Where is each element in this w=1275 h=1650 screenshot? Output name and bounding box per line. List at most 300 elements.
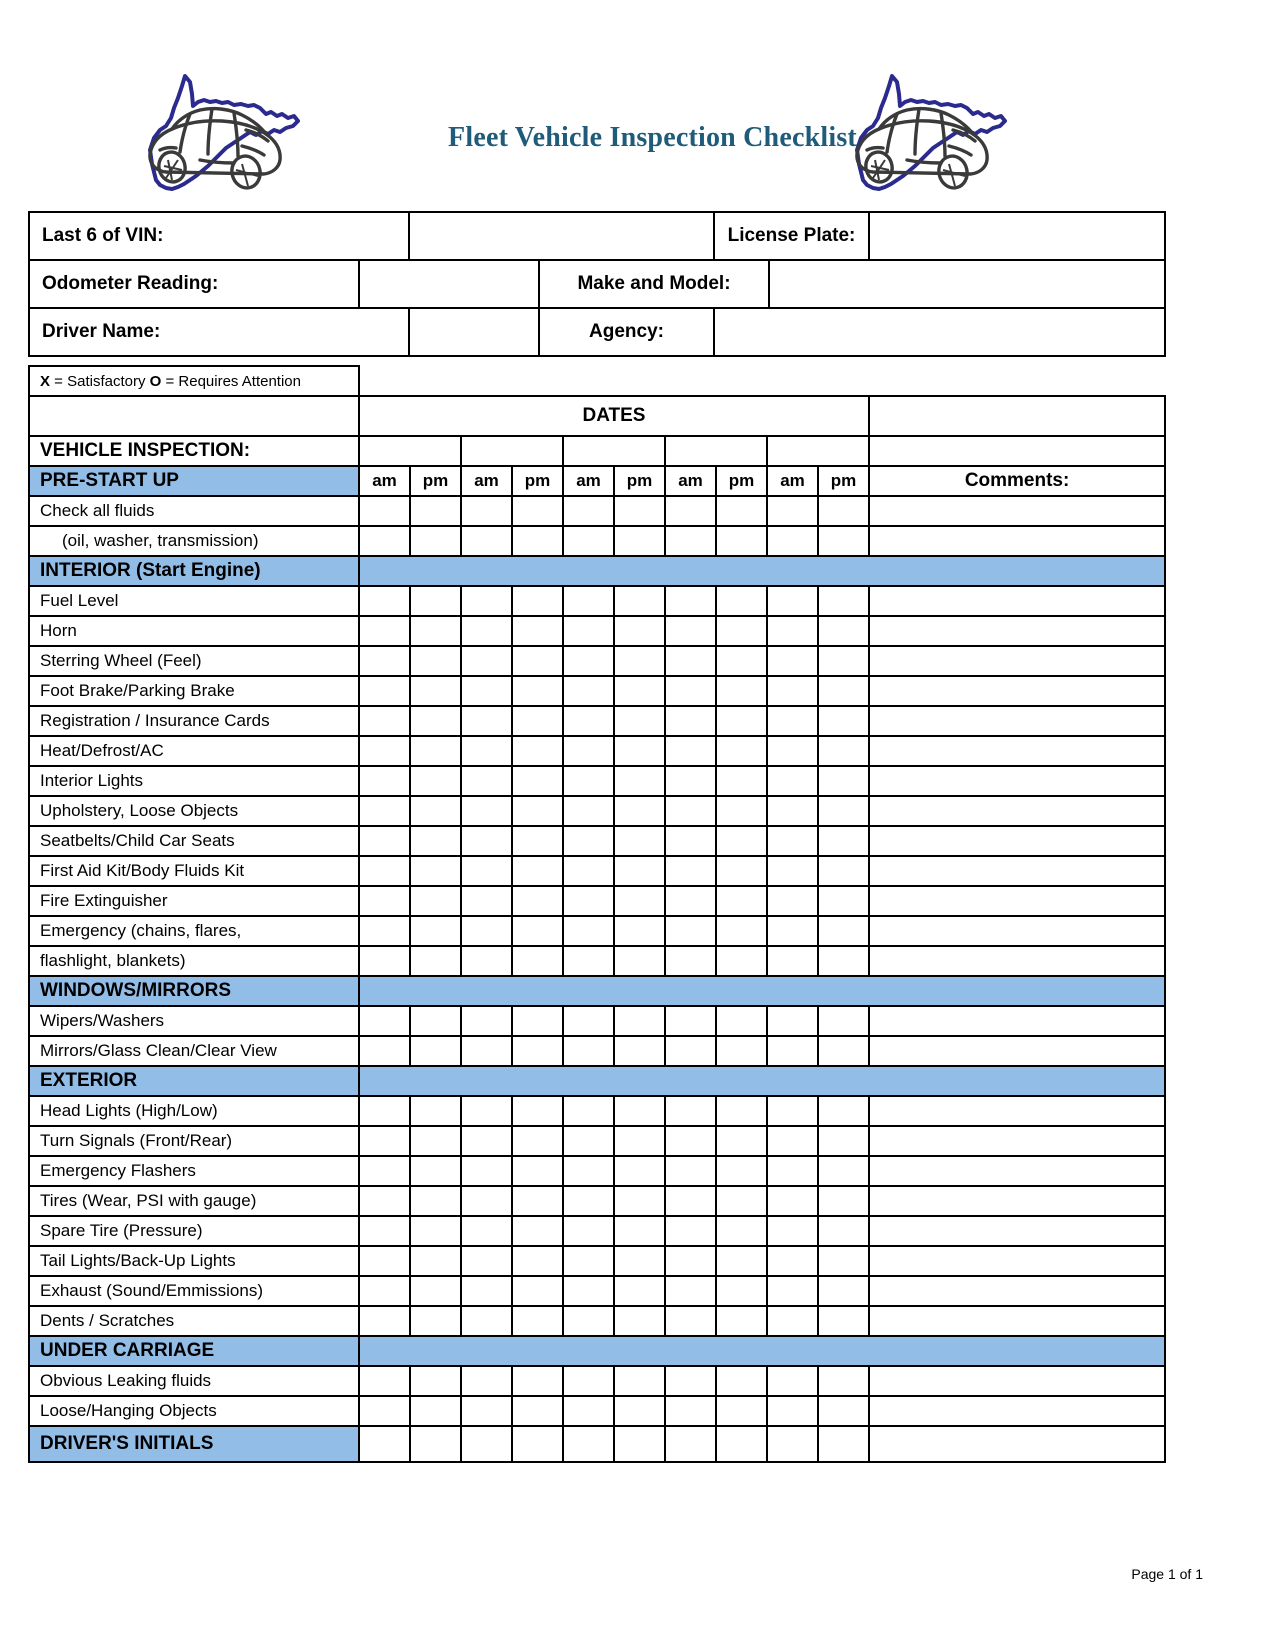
checkbox-cell[interactable] <box>359 886 410 916</box>
checkbox-cell[interactable] <box>461 646 512 676</box>
checkbox-cell[interactable] <box>563 886 614 916</box>
checkbox-cell[interactable] <box>461 706 512 736</box>
checkbox-cell[interactable] <box>665 856 716 886</box>
checkbox-cell[interactable] <box>563 496 614 526</box>
checkbox-cell[interactable] <box>410 1126 461 1156</box>
checkbox-cell[interactable] <box>359 1126 410 1156</box>
checkbox-cell[interactable] <box>512 1156 563 1186</box>
checkbox-cell[interactable] <box>512 1396 563 1426</box>
checkbox-cell[interactable] <box>359 856 410 886</box>
checkbox-cell[interactable] <box>563 946 614 976</box>
checkbox-cell[interactable] <box>614 1216 665 1246</box>
checkbox-cell[interactable] <box>818 676 869 706</box>
checkbox-cell[interactable] <box>716 586 767 616</box>
checkbox-cell[interactable] <box>512 916 563 946</box>
comments-cell[interactable] <box>869 1276 1165 1306</box>
checkbox-cell[interactable] <box>512 646 563 676</box>
checkbox-cell[interactable] <box>767 1276 818 1306</box>
checkbox-cell[interactable] <box>359 586 410 616</box>
comments-cell[interactable] <box>869 1306 1165 1336</box>
checkbox-cell[interactable] <box>818 496 869 526</box>
checkbox-cell[interactable] <box>614 706 665 736</box>
checkbox-cell[interactable] <box>410 856 461 886</box>
checkbox-cell[interactable] <box>563 1276 614 1306</box>
input-agency[interactable] <box>714 308 1165 356</box>
checkbox-cell[interactable] <box>716 1156 767 1186</box>
checkbox-cell[interactable] <box>614 1276 665 1306</box>
checkbox-cell[interactable] <box>818 946 869 976</box>
comments-cell[interactable] <box>869 706 1165 736</box>
checkbox-cell[interactable] <box>359 1366 410 1396</box>
checkbox-cell[interactable] <box>767 1306 818 1336</box>
checkbox-cell[interactable] <box>359 766 410 796</box>
comments-cell[interactable] <box>869 1246 1165 1276</box>
checkbox-cell[interactable] <box>767 676 818 706</box>
checkbox-cell[interactable] <box>614 1036 665 1066</box>
checkbox-cell[interactable] <box>614 1306 665 1336</box>
comments-cell[interactable] <box>869 1366 1165 1396</box>
initials-cell[interactable] <box>461 1426 512 1462</box>
checkbox-cell[interactable] <box>716 1396 767 1426</box>
checkbox-cell[interactable] <box>614 1366 665 1396</box>
checkbox-cell[interactable] <box>563 1096 614 1126</box>
comments-cell[interactable] <box>869 646 1165 676</box>
checkbox-cell[interactable] <box>410 916 461 946</box>
checkbox-cell[interactable] <box>665 646 716 676</box>
checkbox-cell[interactable] <box>614 526 665 556</box>
comments-cell[interactable] <box>869 616 1165 646</box>
checkbox-cell[interactable] <box>818 586 869 616</box>
checkbox-cell[interactable] <box>818 856 869 886</box>
checkbox-cell[interactable] <box>563 586 614 616</box>
checkbox-cell[interactable] <box>410 1276 461 1306</box>
checkbox-cell[interactable] <box>512 1126 563 1156</box>
comments-cell[interactable] <box>869 1096 1165 1126</box>
checkbox-cell[interactable] <box>818 616 869 646</box>
checkbox-cell[interactable] <box>767 646 818 676</box>
checkbox-cell[interactable] <box>512 856 563 886</box>
checkbox-cell[interactable] <box>716 946 767 976</box>
checkbox-cell[interactable] <box>818 1186 869 1216</box>
checkbox-cell[interactable] <box>461 616 512 646</box>
comments-cell[interactable] <box>869 1396 1165 1426</box>
initials-cell[interactable] <box>512 1426 563 1462</box>
checkbox-cell[interactable] <box>614 736 665 766</box>
checkbox-cell[interactable] <box>461 1036 512 1066</box>
checkbox-cell[interactable] <box>512 736 563 766</box>
checkbox-cell[interactable] <box>767 1126 818 1156</box>
checkbox-cell[interactable] <box>512 1006 563 1036</box>
comments-cell[interactable] <box>869 1126 1165 1156</box>
checkbox-cell[interactable] <box>359 526 410 556</box>
checkbox-cell[interactable] <box>614 1156 665 1186</box>
initials-comments-cell[interactable] <box>869 1426 1165 1462</box>
checkbox-cell[interactable] <box>716 736 767 766</box>
initials-cell[interactable] <box>767 1426 818 1462</box>
initials-cell[interactable] <box>563 1426 614 1462</box>
checkbox-cell[interactable] <box>818 1216 869 1246</box>
checkbox-cell[interactable] <box>614 886 665 916</box>
checkbox-cell[interactable] <box>716 886 767 916</box>
checkbox-cell[interactable] <box>716 1186 767 1216</box>
checkbox-cell[interactable] <box>767 736 818 766</box>
checkbox-cell[interactable] <box>359 1246 410 1276</box>
checkbox-cell[interactable] <box>359 1276 410 1306</box>
checkbox-cell[interactable] <box>665 1276 716 1306</box>
checkbox-cell[interactable] <box>614 1396 665 1426</box>
checkbox-cell[interactable] <box>665 616 716 646</box>
checkbox-cell[interactable] <box>410 526 461 556</box>
checkbox-cell[interactable] <box>359 736 410 766</box>
initials-cell[interactable] <box>818 1426 869 1462</box>
checkbox-cell[interactable] <box>461 736 512 766</box>
checkbox-cell[interactable] <box>359 1396 410 1426</box>
checkbox-cell[interactable] <box>665 796 716 826</box>
checkbox-cell[interactable] <box>410 1306 461 1336</box>
checkbox-cell[interactable] <box>716 496 767 526</box>
checkbox-cell[interactable] <box>461 1006 512 1036</box>
checkbox-cell[interactable] <box>767 526 818 556</box>
checkbox-cell[interactable] <box>512 1096 563 1126</box>
checkbox-cell[interactable] <box>410 1396 461 1426</box>
checkbox-cell[interactable] <box>716 706 767 736</box>
comments-cell[interactable] <box>869 1006 1165 1036</box>
checkbox-cell[interactable] <box>410 646 461 676</box>
date-input-cell[interactable] <box>767 436 869 466</box>
checkbox-cell[interactable] <box>512 616 563 646</box>
checkbox-cell[interactable] <box>665 916 716 946</box>
comments-cell[interactable] <box>869 766 1165 796</box>
checkbox-cell[interactable] <box>410 1006 461 1036</box>
checkbox-cell[interactable] <box>665 586 716 616</box>
checkbox-cell[interactable] <box>716 1246 767 1276</box>
checkbox-cell[interactable] <box>818 1156 869 1186</box>
checkbox-cell[interactable] <box>563 1216 614 1246</box>
checkbox-cell[interactable] <box>818 526 869 556</box>
checkbox-cell[interactable] <box>461 1186 512 1216</box>
checkbox-cell[interactable] <box>716 1096 767 1126</box>
checkbox-cell[interactable] <box>716 526 767 556</box>
checkbox-cell[interactable] <box>461 496 512 526</box>
checkbox-cell[interactable] <box>410 1036 461 1066</box>
initials-cell[interactable] <box>410 1426 461 1462</box>
checkbox-cell[interactable] <box>665 496 716 526</box>
checkbox-cell[interactable] <box>461 796 512 826</box>
checkbox-cell[interactable] <box>461 1216 512 1246</box>
checkbox-cell[interactable] <box>359 1186 410 1216</box>
checkbox-cell[interactable] <box>716 796 767 826</box>
checkbox-cell[interactable] <box>716 676 767 706</box>
checkbox-cell[interactable] <box>563 676 614 706</box>
checkbox-cell[interactable] <box>563 1006 614 1036</box>
date-input-cell[interactable] <box>359 436 461 466</box>
checkbox-cell[interactable] <box>767 616 818 646</box>
checkbox-cell[interactable] <box>410 736 461 766</box>
checkbox-cell[interactable] <box>512 1306 563 1336</box>
checkbox-cell[interactable] <box>461 1396 512 1426</box>
date-input-cell[interactable] <box>563 436 665 466</box>
checkbox-cell[interactable] <box>614 826 665 856</box>
checkbox-cell[interactable] <box>359 826 410 856</box>
comments-cell[interactable] <box>869 586 1165 616</box>
checkbox-cell[interactable] <box>512 886 563 916</box>
checkbox-cell[interactable] <box>563 1246 614 1276</box>
checkbox-cell[interactable] <box>818 1006 869 1036</box>
checkbox-cell[interactable] <box>818 796 869 826</box>
checkbox-cell[interactable] <box>461 1096 512 1126</box>
checkbox-cell[interactable] <box>818 886 869 916</box>
checkbox-cell[interactable] <box>614 946 665 976</box>
checkbox-cell[interactable] <box>818 1276 869 1306</box>
checkbox-cell[interactable] <box>767 826 818 856</box>
checkbox-cell[interactable] <box>767 1006 818 1036</box>
checkbox-cell[interactable] <box>512 766 563 796</box>
checkbox-cell[interactable] <box>512 586 563 616</box>
checkbox-cell[interactable] <box>410 1186 461 1216</box>
checkbox-cell[interactable] <box>665 1246 716 1276</box>
checkbox-cell[interactable] <box>818 646 869 676</box>
checkbox-cell[interactable] <box>716 916 767 946</box>
checkbox-cell[interactable] <box>461 1156 512 1186</box>
checkbox-cell[interactable] <box>818 736 869 766</box>
checkbox-cell[interactable] <box>716 1306 767 1336</box>
comments-cell[interactable] <box>869 496 1165 526</box>
checkbox-cell[interactable] <box>410 1366 461 1396</box>
input-make-model[interactable] <box>769 260 1165 308</box>
vehicle-inspection-right-blank[interactable] <box>869 436 1165 466</box>
checkbox-cell[interactable] <box>410 886 461 916</box>
initials-cell[interactable] <box>665 1426 716 1462</box>
checkbox-cell[interactable] <box>767 886 818 916</box>
checkbox-cell[interactable] <box>359 946 410 976</box>
date-input-cell[interactable] <box>665 436 767 466</box>
checkbox-cell[interactable] <box>359 1306 410 1336</box>
checkbox-cell[interactable] <box>410 1246 461 1276</box>
checkbox-cell[interactable] <box>716 646 767 676</box>
checkbox-cell[interactable] <box>563 1396 614 1426</box>
checkbox-cell[interactable] <box>359 1156 410 1186</box>
checkbox-cell[interactable] <box>359 1216 410 1246</box>
checkbox-cell[interactable] <box>512 1246 563 1276</box>
checkbox-cell[interactable] <box>614 766 665 796</box>
checkbox-cell[interactable] <box>818 1366 869 1396</box>
checkbox-cell[interactable] <box>461 856 512 886</box>
checkbox-cell[interactable] <box>563 1306 614 1336</box>
checkbox-cell[interactable] <box>665 1306 716 1336</box>
checkbox-cell[interactable] <box>359 796 410 826</box>
checkbox-cell[interactable] <box>563 646 614 676</box>
checkbox-cell[interactable] <box>512 1216 563 1246</box>
checkbox-cell[interactable] <box>716 856 767 886</box>
checkbox-cell[interactable] <box>665 1096 716 1126</box>
checkbox-cell[interactable] <box>665 736 716 766</box>
comments-cell[interactable] <box>869 1036 1165 1066</box>
checkbox-cell[interactable] <box>410 946 461 976</box>
checkbox-cell[interactable] <box>767 796 818 826</box>
checkbox-cell[interactable] <box>563 856 614 886</box>
checkbox-cell[interactable] <box>359 916 410 946</box>
checkbox-cell[interactable] <box>512 946 563 976</box>
checkbox-cell[interactable] <box>716 826 767 856</box>
checkbox-cell[interactable] <box>767 706 818 736</box>
checkbox-cell[interactable] <box>665 1006 716 1036</box>
checkbox-cell[interactable] <box>359 646 410 676</box>
checkbox-cell[interactable] <box>665 1216 716 1246</box>
dates-row-right-blank[interactable] <box>869 396 1165 436</box>
checkbox-cell[interactable] <box>461 826 512 856</box>
checkbox-cell[interactable] <box>716 1366 767 1396</box>
checkbox-cell[interactable] <box>359 1096 410 1126</box>
checkbox-cell[interactable] <box>614 796 665 826</box>
input-odometer[interactable] <box>359 260 539 308</box>
checkbox-cell[interactable] <box>767 856 818 886</box>
checkbox-cell[interactable] <box>767 1186 818 1216</box>
checkbox-cell[interactable] <box>563 1186 614 1216</box>
checkbox-cell[interactable] <box>767 496 818 526</box>
checkbox-cell[interactable] <box>614 616 665 646</box>
checkbox-cell[interactable] <box>461 1306 512 1336</box>
checkbox-cell[interactable] <box>410 796 461 826</box>
checkbox-cell[interactable] <box>614 586 665 616</box>
checkbox-cell[interactable] <box>767 1036 818 1066</box>
checkbox-cell[interactable] <box>410 1156 461 1186</box>
checkbox-cell[interactable] <box>512 796 563 826</box>
comments-cell[interactable] <box>869 676 1165 706</box>
checkbox-cell[interactable] <box>818 1126 869 1156</box>
checkbox-cell[interactable] <box>818 916 869 946</box>
checkbox-cell[interactable] <box>818 1096 869 1126</box>
checkbox-cell[interactable] <box>410 496 461 526</box>
checkbox-cell[interactable] <box>461 586 512 616</box>
checkbox-cell[interactable] <box>665 1156 716 1186</box>
checkbox-cell[interactable] <box>461 766 512 796</box>
checkbox-cell[interactable] <box>563 826 614 856</box>
checkbox-cell[interactable] <box>716 766 767 796</box>
checkbox-cell[interactable] <box>614 916 665 946</box>
checkbox-cell[interactable] <box>767 766 818 796</box>
checkbox-cell[interactable] <box>767 946 818 976</box>
checkbox-cell[interactable] <box>563 526 614 556</box>
comments-cell[interactable] <box>869 1216 1165 1246</box>
checkbox-cell[interactable] <box>461 946 512 976</box>
checkbox-cell[interactable] <box>563 1156 614 1186</box>
checkbox-cell[interactable] <box>767 1096 818 1126</box>
checkbox-cell[interactable] <box>665 766 716 796</box>
checkbox-cell[interactable] <box>563 796 614 826</box>
checkbox-cell[interactable] <box>512 1186 563 1216</box>
checkbox-cell[interactable] <box>665 886 716 916</box>
checkbox-cell[interactable] <box>563 706 614 736</box>
checkbox-cell[interactable] <box>512 526 563 556</box>
checkbox-cell[interactable] <box>512 1276 563 1306</box>
checkbox-cell[interactable] <box>818 1306 869 1336</box>
checkbox-cell[interactable] <box>359 1036 410 1066</box>
checkbox-cell[interactable] <box>461 1366 512 1396</box>
checkbox-cell[interactable] <box>461 916 512 946</box>
checkbox-cell[interactable] <box>563 916 614 946</box>
checkbox-cell[interactable] <box>818 826 869 856</box>
input-driver-name[interactable] <box>409 308 539 356</box>
checkbox-cell[interactable] <box>614 856 665 886</box>
checkbox-cell[interactable] <box>563 766 614 796</box>
checkbox-cell[interactable] <box>614 1006 665 1036</box>
checkbox-cell[interactable] <box>410 766 461 796</box>
checkbox-cell[interactable] <box>716 1126 767 1156</box>
checkbox-cell[interactable] <box>410 1216 461 1246</box>
checkbox-cell[interactable] <box>818 706 869 736</box>
checkbox-cell[interactable] <box>563 1126 614 1156</box>
checkbox-cell[interactable] <box>512 706 563 736</box>
input-license-plate[interactable] <box>869 212 1165 260</box>
checkbox-cell[interactable] <box>818 1246 869 1276</box>
checkbox-cell[interactable] <box>716 616 767 646</box>
checkbox-cell[interactable] <box>665 676 716 706</box>
comments-cell[interactable] <box>869 916 1165 946</box>
comments-cell[interactable] <box>869 736 1165 766</box>
checkbox-cell[interactable] <box>818 766 869 796</box>
checkbox-cell[interactable] <box>665 1186 716 1216</box>
comments-cell[interactable] <box>869 826 1165 856</box>
comments-cell[interactable] <box>869 946 1165 976</box>
checkbox-cell[interactable] <box>614 1246 665 1276</box>
checkbox-cell[interactable] <box>461 526 512 556</box>
checkbox-cell[interactable] <box>665 946 716 976</box>
comments-cell[interactable] <box>869 856 1165 886</box>
checkbox-cell[interactable] <box>512 676 563 706</box>
checkbox-cell[interactable] <box>665 1036 716 1066</box>
initials-cell[interactable] <box>716 1426 767 1462</box>
initials-cell[interactable] <box>614 1426 665 1462</box>
comments-cell[interactable] <box>869 1186 1165 1216</box>
checkbox-cell[interactable] <box>767 1156 818 1186</box>
checkbox-cell[interactable] <box>563 616 614 646</box>
checkbox-cell[interactable] <box>614 676 665 706</box>
checkbox-cell[interactable] <box>614 1126 665 1156</box>
checkbox-cell[interactable] <box>665 1366 716 1396</box>
comments-cell[interactable] <box>869 886 1165 916</box>
checkbox-cell[interactable] <box>410 706 461 736</box>
checkbox-cell[interactable] <box>461 1126 512 1156</box>
checkbox-cell[interactable] <box>512 496 563 526</box>
checkbox-cell[interactable] <box>665 826 716 856</box>
checkbox-cell[interactable] <box>410 1096 461 1126</box>
checkbox-cell[interactable] <box>614 1186 665 1216</box>
checkbox-cell[interactable] <box>512 1036 563 1066</box>
checkbox-cell[interactable] <box>410 586 461 616</box>
checkbox-cell[interactable] <box>767 1216 818 1246</box>
comments-cell[interactable] <box>869 526 1165 556</box>
checkbox-cell[interactable] <box>614 496 665 526</box>
checkbox-cell[interactable] <box>767 1246 818 1276</box>
checkbox-cell[interactable] <box>461 1246 512 1276</box>
checkbox-cell[interactable] <box>461 886 512 916</box>
checkbox-cell[interactable] <box>665 526 716 556</box>
checkbox-cell[interactable] <box>512 826 563 856</box>
checkbox-cell[interactable] <box>614 646 665 676</box>
comments-cell[interactable] <box>869 1156 1165 1186</box>
checkbox-cell[interactable] <box>359 1006 410 1036</box>
checkbox-cell[interactable] <box>563 736 614 766</box>
checkbox-cell[interactable] <box>767 1396 818 1426</box>
checkbox-cell[interactable] <box>716 1006 767 1036</box>
checkbox-cell[interactable] <box>716 1276 767 1306</box>
checkbox-cell[interactable] <box>563 1366 614 1396</box>
checkbox-cell[interactable] <box>410 676 461 706</box>
checkbox-cell[interactable] <box>359 616 410 646</box>
checkbox-cell[interactable] <box>716 1036 767 1066</box>
checkbox-cell[interactable] <box>461 676 512 706</box>
checkbox-cell[interactable] <box>410 826 461 856</box>
